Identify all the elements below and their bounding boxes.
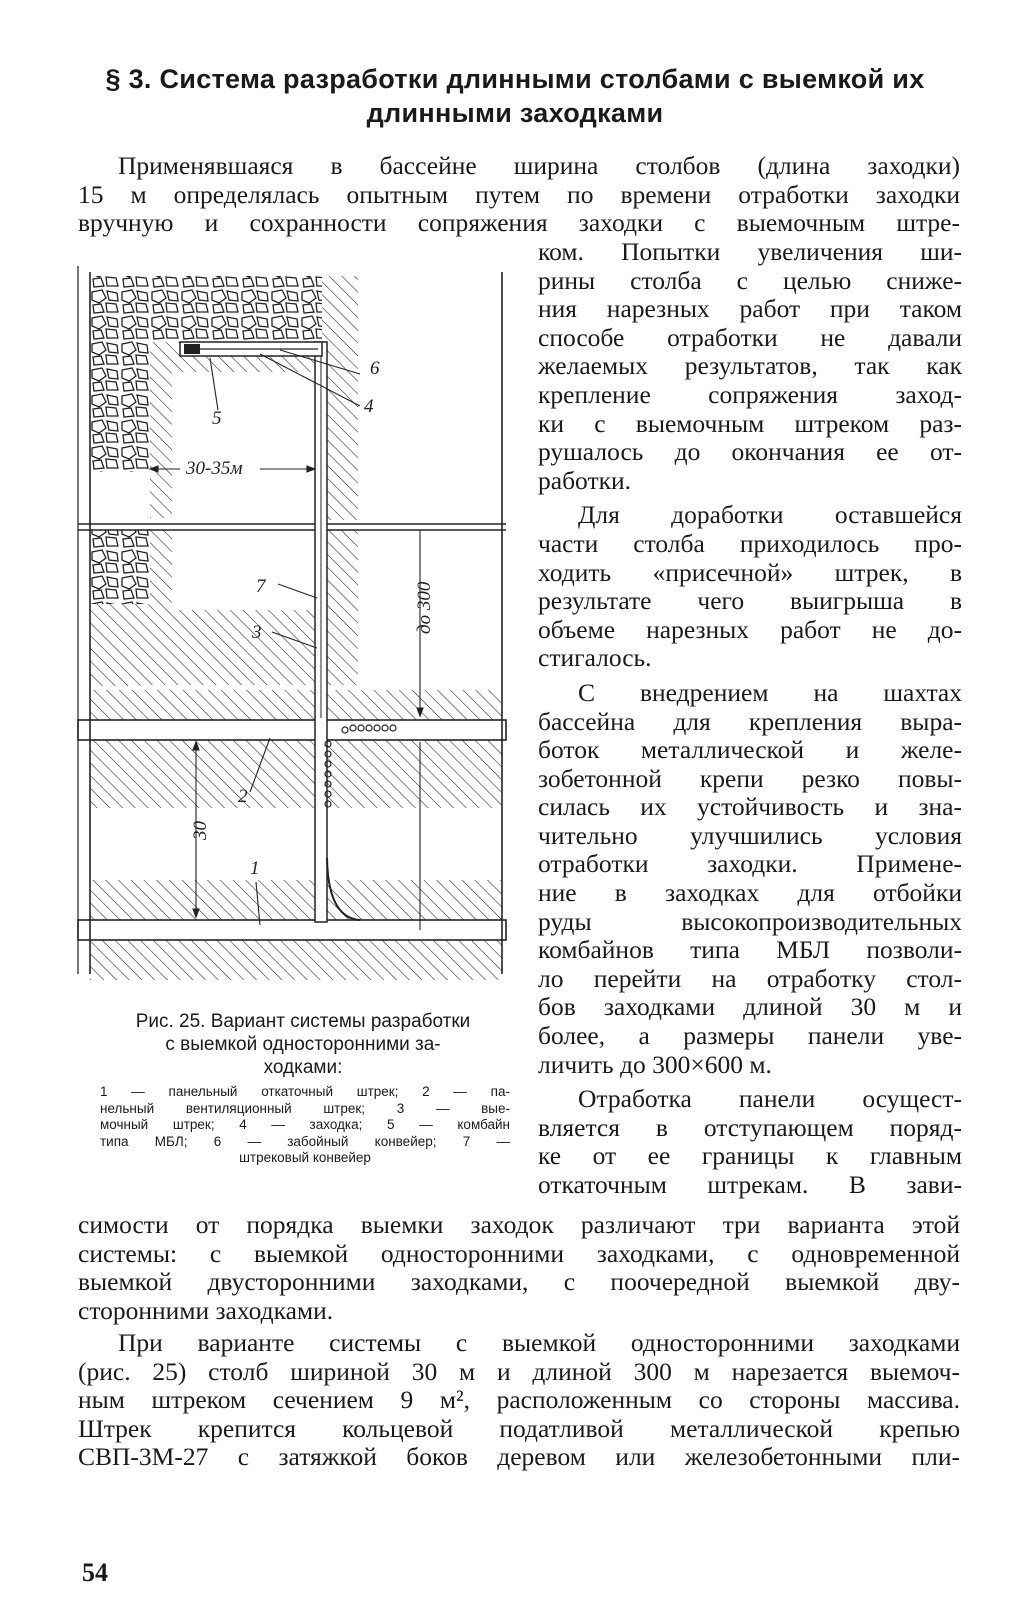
text-line: результате чего выигрыша в — [538, 586, 962, 616]
caption-line: ходками: — [263, 1057, 343, 1078]
text-line: боток металлической и желе- — [538, 735, 962, 765]
label-width: 30-35м — [186, 458, 243, 479]
text-line: бассейна для крепления выра- — [538, 706, 962, 736]
continuation-paragraph — [78, 1211, 960, 1325]
text-line: ло перейти на отработку стол- — [538, 963, 962, 993]
text-line: крепление сопряжения заход- — [538, 379, 962, 409]
paragraph-1 — [538, 238, 962, 495]
text-line: ке от ее границы к главным — [538, 1141, 962, 1171]
haulage-drift-1 — [78, 920, 506, 940]
hatched-strip — [90, 690, 502, 720]
text-line: С внедрением на шахтах — [578, 677, 962, 707]
text-line: более, а размеры панели уве- — [538, 1021, 962, 1051]
text-line: При варианте системы с выемкой односторонними заходками — [118, 1328, 960, 1357]
text-line: желаемых результатов, так как — [538, 351, 962, 381]
text-line: 1 — панельный откаточный штрек; 2 — па- — [100, 1084, 510, 1099]
text-line: откаточным штрекам. В зави- — [538, 1170, 962, 1199]
text-line: штрековый конвейер — [239, 1150, 371, 1165]
final-paragraph — [78, 1329, 960, 1472]
hatched-pillar — [90, 604, 150, 686]
text-line: бов заходками длиной 30 м и — [538, 992, 962, 1022]
paragraph-4 — [538, 1085, 962, 1199]
paragraph-3 — [538, 679, 962, 1079]
text-line: ным штреком сечением 9 м², расположенным со стороны массива. — [78, 1385, 960, 1415]
text-line: ния нарезных работ при таком — [538, 294, 962, 324]
text-line: вляется в отступающем поряд- — [538, 1112, 962, 1142]
text-line: силась их устойчивость и зна- — [538, 792, 962, 822]
text-line: стигалось. — [538, 643, 652, 673]
text-line: работки. — [538, 465, 632, 495]
text-line: Для доработки оставшейся — [578, 500, 962, 530]
goaf-area — [172, 372, 322, 518]
text-line: чительно улучшились условия — [538, 820, 962, 850]
text-line: Применявшаяся в бассейне ширина столбов (длина заходки) — [118, 151, 960, 180]
text-line: симости от порядка выемки заходок различают три варианта этой — [78, 1210, 960, 1239]
text-line: ки с выемочным штреком раз- — [538, 408, 962, 438]
text-line: отработки заходки. Примене- — [538, 849, 962, 879]
text-line: ние в заходках для отбойки — [538, 878, 962, 908]
section-heading-line-2: длинными заходками — [366, 98, 664, 128]
goaf-area — [172, 530, 322, 610]
figure-25-diagram — [60, 262, 520, 982]
text-line: (рис. 25) столб шириной 30 м и длиной 300 м нарезается выемоч- — [78, 1356, 960, 1386]
label-6: 6 — [370, 358, 380, 379]
hatched-strip — [90, 740, 502, 808]
label-7: 7 — [256, 576, 266, 597]
text-line: Штрек крепится кольцевой податливой металлической крепью — [78, 1413, 960, 1443]
text-line: рушалось до окончания ее от- — [538, 437, 962, 467]
intro-paragraph — [78, 152, 960, 238]
text-line: 15 м определялась опытным путем по времени отработки заходки — [78, 179, 960, 209]
text-line: системы: с выемкой односторонними заходками, с одновременной — [78, 1238, 960, 1268]
caved-rock-area — [90, 530, 150, 604]
text-line: типа МБЛ; 6 — забойный конвейер; 7 — — [100, 1133, 510, 1149]
figure-caption — [98, 1010, 508, 1079]
label-length: до 300 — [414, 581, 435, 634]
figure-legend — [100, 1084, 510, 1167]
text-line: ходить «присечной» штрек, в — [538, 557, 962, 587]
label-30: 30 — [190, 821, 211, 840]
hatched-strip — [90, 880, 502, 920]
text-line: нельный вентиляционный штрек; 3 — вые- — [100, 1100, 510, 1116]
caved-rock-area — [90, 340, 150, 472]
caption-line: с выемкой односторонними за- — [165, 1034, 441, 1055]
text-line: сторонними заходками. — [78, 1295, 334, 1325]
text-line: части столба приходилось про- — [538, 528, 962, 558]
label-1: 1 — [250, 858, 260, 879]
section-heading-line-1: § 3. Система разработки длинными столбами с выемкой их — [105, 64, 925, 94]
combine-mbl-5 — [184, 344, 200, 354]
text-line: СВП-3М-27 с затяжкой боков деревом или железобетонными пли- — [78, 1442, 960, 1472]
text-line: способе отработки не давали — [538, 322, 962, 352]
text-line: выемкой двусторонними заходками, с поочередной выемкой дву- — [78, 1267, 960, 1297]
text-line: рины столба с целью сниже- — [538, 265, 962, 295]
text-line: комбайнов типа МБЛ позволи- — [538, 935, 962, 965]
label-2: 2 — [238, 786, 248, 807]
text-line: мочный штрек; 4 — заходка; 5 — комбайн — [100, 1117, 510, 1132]
text-line: объеме нарезных работ не до- — [538, 614, 962, 644]
text-line: руды высокопроизводительных — [538, 906, 962, 936]
caption-line: Рис. 25. Вариант системы разработки — [135, 1011, 471, 1032]
ventilation-drift-2 — [78, 720, 506, 740]
text-line: зобетонной крепи резко повы- — [538, 763, 962, 793]
caved-rock-area — [90, 276, 322, 340]
right-column-text — [538, 238, 962, 1206]
text-line: Отработка панели осущест- — [578, 1084, 962, 1114]
label-4: 4 — [364, 396, 374, 417]
text-line: ком. Попытки увеличения ши- — [538, 237, 962, 266]
label-5: 5 — [212, 408, 222, 429]
paragraph-2 — [538, 501, 962, 673]
page-number: 54 — [82, 1558, 108, 1587]
label-3: 3 — [252, 622, 262, 643]
section-heading — [0, 62, 1030, 130]
text-line: личить до 300×600 м. — [538, 1049, 772, 1079]
text-line: вручную и сохранности сопряжения заходки с выемочным штре- — [78, 208, 960, 238]
hatched-strip — [90, 940, 502, 980]
